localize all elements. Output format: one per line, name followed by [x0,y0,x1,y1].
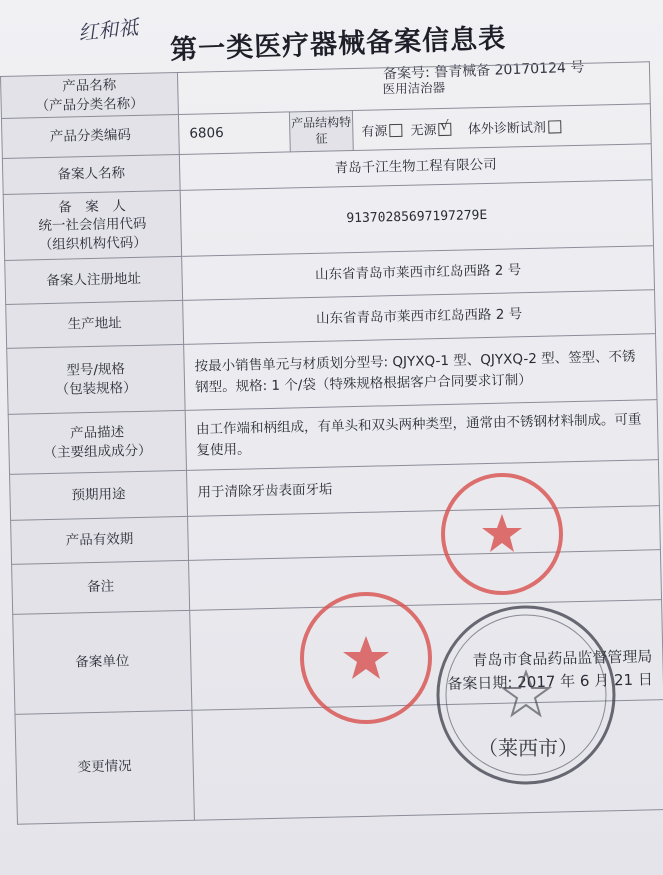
label-structure: 产品结构特征 [289,111,353,152]
handwritten-mark: 红和祗 [77,14,140,46]
value-intended-use: 用于清除牙齿表面牙垢 [186,460,659,517]
value-credit-code: 91370285697197279E [180,180,653,257]
label-registered-address: 备案人注册地址 [5,256,183,304]
checkbox-unpowered [438,123,451,136]
option-ivd-label: 体外诊断试剂 [467,120,547,138]
label-intended-use: 预期用途 [10,470,188,520]
filing-number: 备案号: 鲁青械备 20170124 号 [382,59,585,83]
value-production-address: 山东省青岛市莱西市红岛西路 2 号 [183,290,656,345]
option-unpowered-label: 无源 [410,123,437,139]
label-credit-code: 备 案 人 统一社会信用代码 （组织机构代码） [3,190,181,260]
value-product-name: 医用洁治器 [177,62,650,115]
label-production-address: 生产地址 [6,300,184,348]
document-title: 第一类医疗器械备案信息表 [169,23,507,66]
agency-seal-sub: （莱西市） [478,736,578,760]
structure-options [352,104,651,151]
checkbox-powered [389,124,402,137]
label-filing-unit: 备案单位 [13,610,192,714]
value-description: 由工作端和柄组成，有单头和双头两种类型，通常由不锈钢材料制成。可重复使用。 [185,400,658,471]
label-category-code: 产品分类编码 [1,114,179,158]
company-seal-lower [296,588,436,728]
label-validity: 产品有效期 [11,516,189,564]
filing-authority: 青岛市食品药品监督管理局 [472,646,653,669]
value-applicant: 青岛千江生物工程有限公司 [179,144,652,191]
option-powered-label: 有源 [361,124,388,140]
label-applicant: 备案人名称 [2,154,180,194]
value-model-spec: 按最小销售单元与材质划分型号: QJYXQ-1 型、QJYXQ-2 型、签型、不锈钢型。规格: 1 个/袋（特殊规格根据客户合同要求订制） [184,334,657,411]
value-registered-address: 山东省青岛市莱西市红岛西路 2 号 [182,246,655,301]
label-changes: 变更情况 [15,710,194,824]
agency-seal [432,600,620,790]
checkbox-ivd [548,120,561,133]
label-product-name: 产品名称 （产品分类名称） [1,72,179,118]
filing-date: 备案日期: 2017 年 6 月 21 日 [447,670,654,693]
value-category-code: 6806 [178,112,290,155]
company-seal-upper [438,470,566,598]
label-description: 产品描述 （主要组成成分） [8,410,186,474]
label-remarks: 备注 [12,560,190,614]
label-model-spec: 型号/规格 （包装规格） [7,344,185,414]
